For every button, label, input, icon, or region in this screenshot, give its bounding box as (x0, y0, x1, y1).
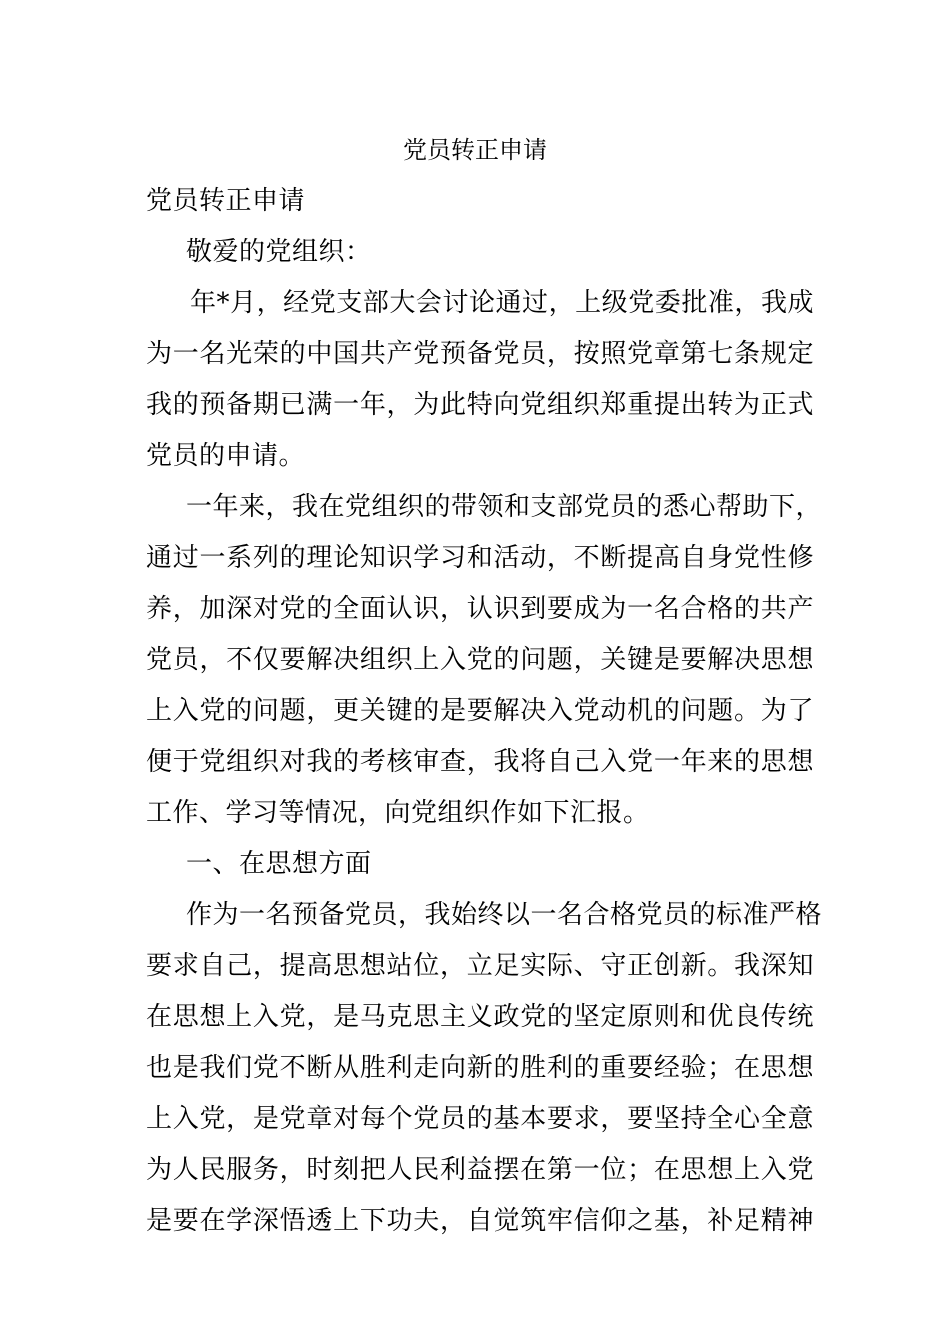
paragraph-line: 为人民服务，时刻把人民利益摆在第一位；在思想上入党 (146, 1155, 814, 1185)
section-heading: 一、在思想方面 (186, 849, 372, 879)
paragraph-line: 党员，不仅要解决组织上入党的问题，关键是要解决思想 (146, 645, 814, 675)
paragraph-line: 便于党组织对我的考核审查，我将自己入党一年来的思想 (146, 747, 814, 777)
paragraph-line: 通过一系列的理论知识学习和活动，不断提高自身党性修 (146, 543, 814, 573)
body-heading: 党员转正申请 (146, 186, 306, 216)
paragraph-line: 上入党，是党章对每个党员的基本要求，要坚持全心全意 (146, 1104, 814, 1134)
paragraph-line: 上入党的问题，更关键的是要解决入党动机的问题。为了 (146, 696, 814, 726)
paragraph-line: 养，加深对党的全面认识，认识到要成为一名合格的共产 (146, 594, 814, 624)
paragraph-line: 为一名光荣的中国共产党预备党员，按照党章第七条规定 (146, 339, 814, 369)
paragraph-line: 年*月，经党支部大会讨论通过，上级党委批准，我成 (190, 288, 814, 318)
paragraph-line: 在思想上入党，是马克思主义政党的坚定原则和优良传统 (146, 1002, 814, 1032)
paragraph-line: 一年来，我在党组织的带领和支部党员的悉心帮助下， (186, 492, 823, 522)
paragraph-line: 党员的申请。 (146, 441, 306, 471)
paragraph-line: 是要在学深悟透上下功夫，自觉筑牢信仰之基，补足精神 (146, 1206, 814, 1236)
paragraph-line: 要求自己，提高思想站位，立足实际、守正创新。我深知 (146, 951, 814, 981)
paragraph-line: 也是我们党不断从胜利走向新的胜利的重要经验；在思想 (146, 1053, 814, 1083)
document-title: 党员转正申请 (403, 136, 547, 164)
paragraph-line: 我的预备期已满一年，为此特向党组织郑重提出转为正式 (146, 390, 814, 420)
document-body (146, 178, 823, 1249)
paragraph-line: 工作、学习等情况，向党组织作如下汇报。 (146, 798, 650, 828)
salutation: 敬爱的党组织： (186, 237, 372, 267)
paragraph-line: 作为一名预备党员，我始终以一名合格党员的标准严格 (186, 900, 823, 930)
